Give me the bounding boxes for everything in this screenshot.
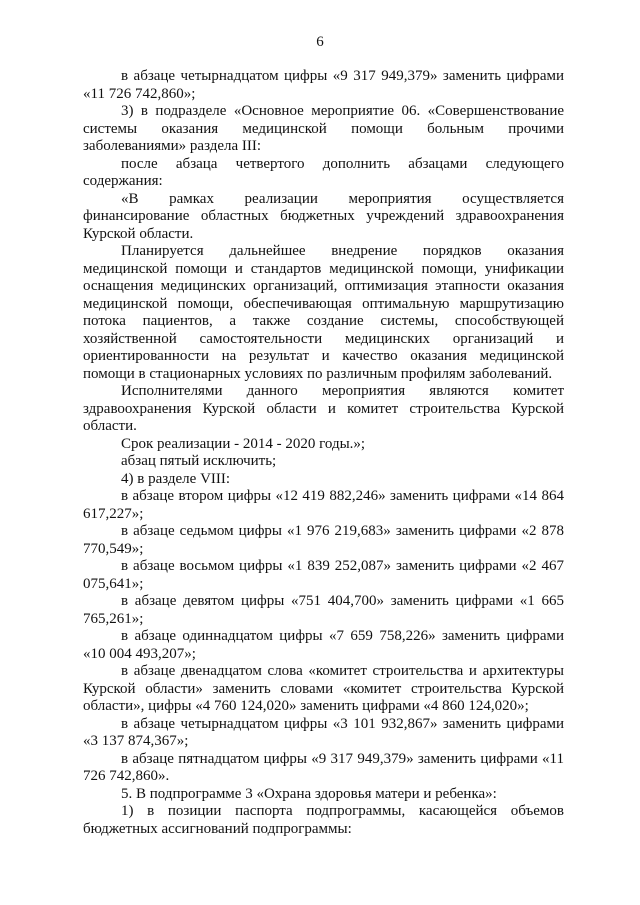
paragraph: Планируется дальнейшее внедрение порядков оказания медицинской помощи и стандартов медицинской помощи, унификации оснащения медицинских организаций, оптимизация этапности оказания медицинской помощи, обеспечивающая оптимальную маршрутизацию потока пациентов, а также создание системы, способствующей хозяйственной самостоятельности медицинских организаций и ориентированности на результат и качество оказания медицинской помощи в стационарных условиях по различным профилям заболеваний. [83,243,564,382]
paragraph: в абзаце втором цифры «12 419 882,246» заменить цифрами «14 864 617,227»; [83,488,564,522]
paragraph: в абзаце четырнадцатом цифры «9 317 949,379» заменить цифрами «11 726 742,860»; [83,68,564,102]
paragraph: в абзаце одиннадцатом цифры «7 659 758,226» заменить цифрами «10 004 493,207»; [83,628,564,662]
paragraph: в абзаце двенадцатом слова «комитет строительства и архитектуры Курской области» заменить словами «комитет строительства Курской области», цифры «4 760 124,020» заменить цифрами «4 860 124,020»; [83,663,564,714]
paragraph: в абзаце седьмом цифры «1 976 219,683» заменить цифрами «2 878 770,549»; [83,523,564,557]
paragraph: в абзаце восьмом цифры «1 839 252,087» заменить цифрами «2 467 075,641»; [83,558,564,592]
paragraph: Срок реализации - 2014 - 2020 годы.»; [121,435,366,452]
document-body [83,68,564,838]
paragraph: в абзаце девятом цифры «751 404,700» заменить цифрами «1 665 765,261»; [83,593,564,627]
paragraph: в абзаце пятнадцатом цифры «9 317 949,379» заменить цифрами «11 726 742,860». [83,750,564,784]
paragraph: 1) в позиции паспорта подпрограммы, касающейся объемов бюджетных ассигнований подпрограммы: [83,803,564,837]
page-number: 6 [316,34,324,50]
paragraph: после абзаца четвертого дополнить абзацами следующего содержания: [83,155,564,189]
paragraph: «В рамках реализации мероприятия осуществляется финансирование областных бюджетных учреждений здравоохранения Курской области. [83,190,564,242]
paragraph: 5. В подпрограмме 3 «Охрана здоровья матери и ребенка»: [121,785,497,802]
paragraph: 4) в разделе VIII: [121,470,231,487]
paragraph: Исполнителями данного мероприятия являются комитет здравоохранения Курской области и комитет строительства Курской области. [83,383,564,434]
paragraph: абзац пятый исключить; [121,453,277,469]
paragraph: 3) в подразделе «Основное мероприятие 06. «Совершенствование системы оказания медицинской помощи больным прочими заболеваниями» раздела III: [83,103,564,154]
paragraph: в абзаце четырнадцатом цифры «3 101 932,867» заменить цифрами «3 137 874,367»; [83,715,564,749]
